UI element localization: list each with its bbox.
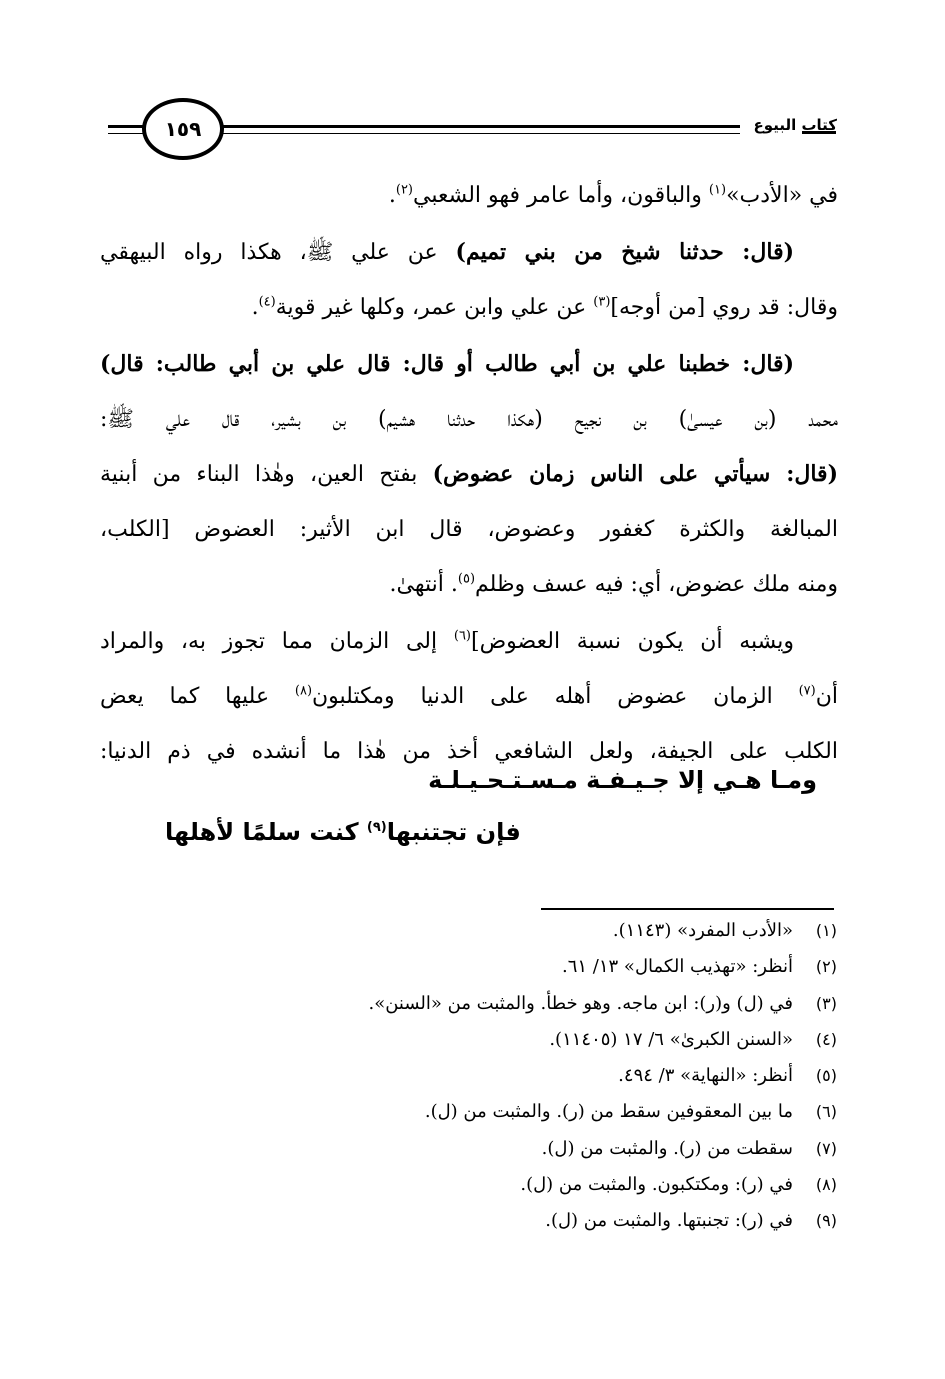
text-run: عن علي ﷺ، هكذا رواه البيهقي (100, 240, 456, 265)
footnote-item (137, 1138, 837, 1174)
footnote-ref[interactable]: (٥) (457, 571, 476, 587)
footnote-ref[interactable]: (١) (708, 182, 727, 198)
footnote-item (137, 993, 837, 1029)
text-run: ويشبه أن يكون نسبة العضوض] (471, 629, 795, 654)
text-run: . (251, 295, 259, 320)
text-line (100, 557, 838, 612)
footnote-number: (٦) (815, 1102, 837, 1122)
text-run: عن علي وابن عمر، وكلها غير قوية (275, 295, 594, 320)
footnote-number: (٧) (815, 1138, 837, 1158)
text-run: فإن تجتنبها (386, 818, 521, 846)
footnote-item (137, 920, 837, 956)
verse-line-2 (165, 818, 521, 846)
running-head: كتاب البيوع (753, 116, 837, 134)
text-line (100, 225, 838, 280)
text-run: عليها كما يعض (100, 684, 295, 709)
footnote-item (137, 1029, 837, 1065)
footnote-number: (٥) (815, 1066, 837, 1086)
footnote-text: أنظر: «النهاية» ٣/ ٤٩٤. (618, 1065, 793, 1087)
footnote-text: في (ل) و(ر): ابن ماجه. وهو خطأ. والمثبت من «السنن». (368, 992, 793, 1014)
footnote-text: ما بين المعقوفين سقط من (ر). والمثبت من (ل). (424, 1101, 793, 1123)
page-number: ١٥٩ (142, 98, 224, 160)
footnote-ref[interactable]: (٣) (593, 294, 611, 310)
text-run: الزمان عضوض أهله على الدنيا ومكتلبون (312, 684, 799, 709)
footnote-number: (١) (815, 921, 837, 940)
paragraph-1 (100, 168, 838, 223)
text-line (100, 669, 838, 724)
text-run: والباقون، وأما عامر فهو الشعبي (413, 183, 709, 208)
main-text (100, 168, 838, 779)
footnote-ref[interactable]: (٧) (798, 683, 816, 699)
footnote-ref[interactable]: (٤) (258, 294, 276, 310)
text-run-bold: (قال: سيأتي على الناس زمان عضوض) (432, 461, 838, 487)
text-line (100, 280, 838, 335)
text-run: بفتح العين، وهٰذا البناء من أبنية (100, 462, 433, 487)
footnote-number: (٣) (815, 993, 837, 1013)
footnote-text: «السنن الكبرىٰ» ٦/ ١٧ (١١٤٠٥). (549, 1028, 793, 1050)
footnote-item (137, 956, 837, 992)
footnote-number: (٩) (815, 1211, 837, 1231)
text-run: وقال: قد روي [من أوجه] (610, 295, 838, 320)
footnote-separator (541, 908, 834, 910)
text-run: ومنه ملك عضوض، أي: فيه عسف وظلم (475, 572, 838, 597)
footnote-ref[interactable]: (٦) (453, 628, 471, 644)
footnote-ref[interactable]: (٨) (294, 683, 313, 699)
paragraph-4 (100, 614, 838, 779)
footnote-text: في (ر): ومكتكبون. والمثبت من (ل). (520, 1174, 793, 1196)
footnote-number: (٢) (815, 957, 837, 977)
footnote-text: أنظر: «تهذيب الكمال» ١٣/ ٦١. (561, 956, 793, 978)
text-run: كنت سلمًا لأهلها (165, 818, 367, 846)
text-line: الكلب على الجيفة، ولعل الشافعي أخذ من هٰذا ما أنشده في ذم الدنيا: (100, 739, 838, 764)
text-line (100, 168, 838, 223)
text-run: إلى الزمان مما تجوز به، والمراد (100, 629, 454, 654)
footnote-text: «الأدب المفرد» (١١٤٣). (612, 920, 793, 941)
verse-line-1: ومـا هـي إلا جـيـفـة مـسـتـحـيـلـة (428, 766, 817, 794)
footnote-number: (٨) (815, 1175, 837, 1195)
paragraph-2 (100, 225, 838, 335)
footnote-text: في (ر): تجنبتها. والمثبت من (ل). (545, 1210, 793, 1232)
footnote-item (137, 1101, 837, 1137)
header-rule-right-thin (220, 133, 740, 134)
footnote-number: (٤) (815, 1029, 837, 1049)
text-run: . أنتهىٰ. (389, 572, 458, 597)
text-line (100, 614, 838, 669)
footnote-item (137, 1210, 837, 1246)
header-rule-right-thick (220, 125, 740, 128)
text-line: محمد (بن عيسىٰ) بن نجيح (هكذا حدثنا هشيم) بن بشير، قال علي ﷺ: (100, 407, 838, 432)
text-line (100, 447, 838, 502)
text-run: في «الأدب» (726, 183, 838, 208)
text-run: أن (815, 684, 838, 709)
footnotes (137, 920, 837, 1247)
footnote-item (137, 1174, 837, 1210)
text-line: (قال: خطبنا علي بن أبي طالب أو قال: قال علي بن أبي طالب: قال) (100, 351, 794, 377)
footnote-ref[interactable]: (٢) (395, 182, 413, 198)
paragraph-3 (100, 337, 838, 612)
footnote-item (137, 1065, 837, 1101)
text-run-bold: (قال: حدثنا شيخ من بني تميم) (455, 239, 794, 265)
text-line: المبالغة والكثرة كغفور وعضوض، قال ابن الأثير: العضوض [الكلب، (100, 517, 838, 542)
footnote-text: سقطت من (ر). والمثبت من (ل). (541, 1137, 793, 1159)
footnote-ref[interactable]: (٩) (366, 820, 387, 835)
text-run: . (388, 183, 396, 208)
